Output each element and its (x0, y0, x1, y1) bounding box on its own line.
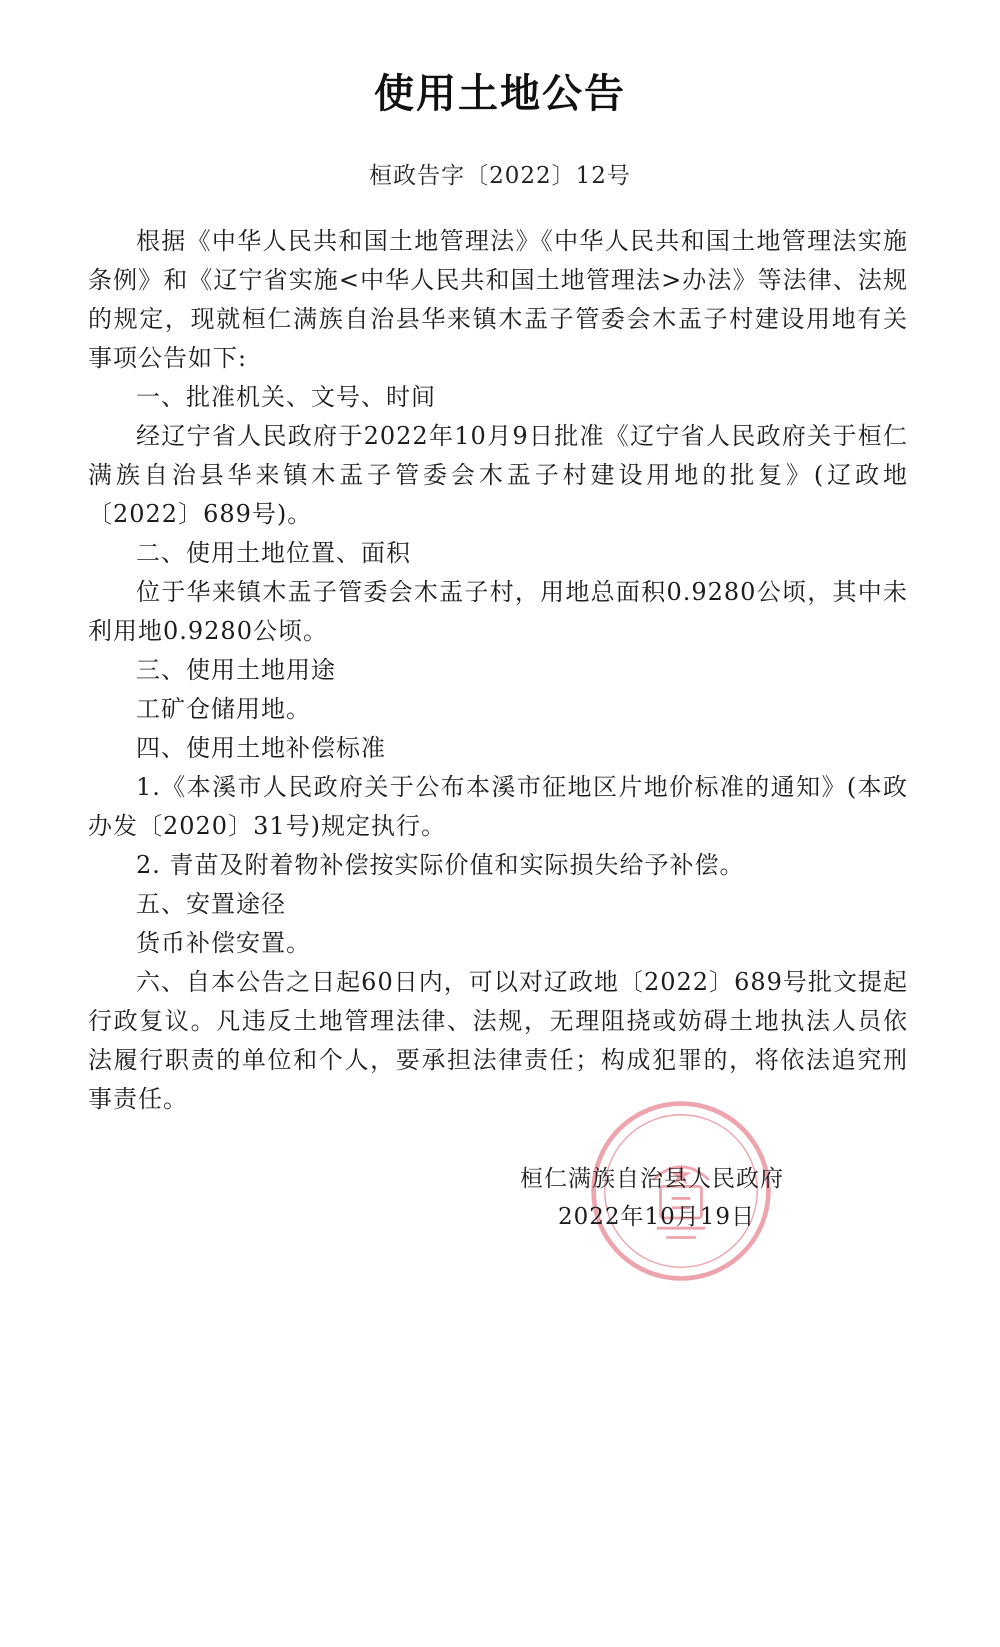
signing-organization: 桓仁满族自治县人民政府 (520, 1166, 784, 1192)
section-heading-usage: 三、使用土地用途 (136, 656, 336, 684)
paragraph-review: 六、自本公告之日起60日内，可以对辽政地〔2022〕689号批文提起行政复议。凡违反土地管理法律、法规，无理阻挠或妨碍土地执法人员依法履行职责的单位和个人，要承担法律责任；构成犯罪的，将依法追究刑事责任。 (88, 968, 908, 1113)
section-heading-location: 二、使用土地位置、面积 (136, 539, 411, 567)
signature-block (520, 1160, 820, 1236)
document-number: 桓政告字〔2022〕12号 (369, 163, 631, 189)
section-heading-resettlement: 五、安置途径 (136, 890, 286, 918)
paragraph-compensation-1: 1.《本溪市人民政府关于公布本溪市征地区片地价标准的通知》(本政办发〔2020〕31号)规定执行。 (88, 773, 908, 840)
paragraph-compensation-2: 2. 青苗及附着物补偿按实际价值和实际损失给予补偿。 (136, 851, 745, 879)
signing-date: 2022年10月19日 (558, 1204, 756, 1230)
paragraph-usage: 工矿仓储用地。 (136, 695, 311, 723)
document-title: 使用土地公告 (374, 71, 626, 117)
paragraph-intro: 根据《中华人民共和国土地管理法》《中华人民共和国土地管理法实施条例》和《辽宁省实施<中华人民共和国土地管理法>办法》等法律、法规的规定，现就桓仁满族自治县华来镇木盂子管委会木盂子村建设用地有关事项公告如下: (88, 227, 908, 372)
document-body (88, 222, 908, 1119)
paragraph-resettlement: 货币补偿安置。 (136, 929, 311, 957)
section-heading-approval: 一、批准机关、文号、时间 (136, 383, 436, 411)
section-heading-compensation: 四、使用土地补偿标准 (136, 734, 386, 762)
paragraph-approval: 经辽宁省人民政府于2022年10月9日批准《辽宁省人民政府关于桓仁满族自治县华来镇木盂子管委会木盂子村建设用地的批复》(辽政地〔2022〕689号)。 (88, 422, 908, 528)
paragraph-location: 位于华来镇木盂子管委会木盂子村，用地总面积0.9280公顷，其中未利用地0.9280公顷。 (88, 578, 908, 645)
